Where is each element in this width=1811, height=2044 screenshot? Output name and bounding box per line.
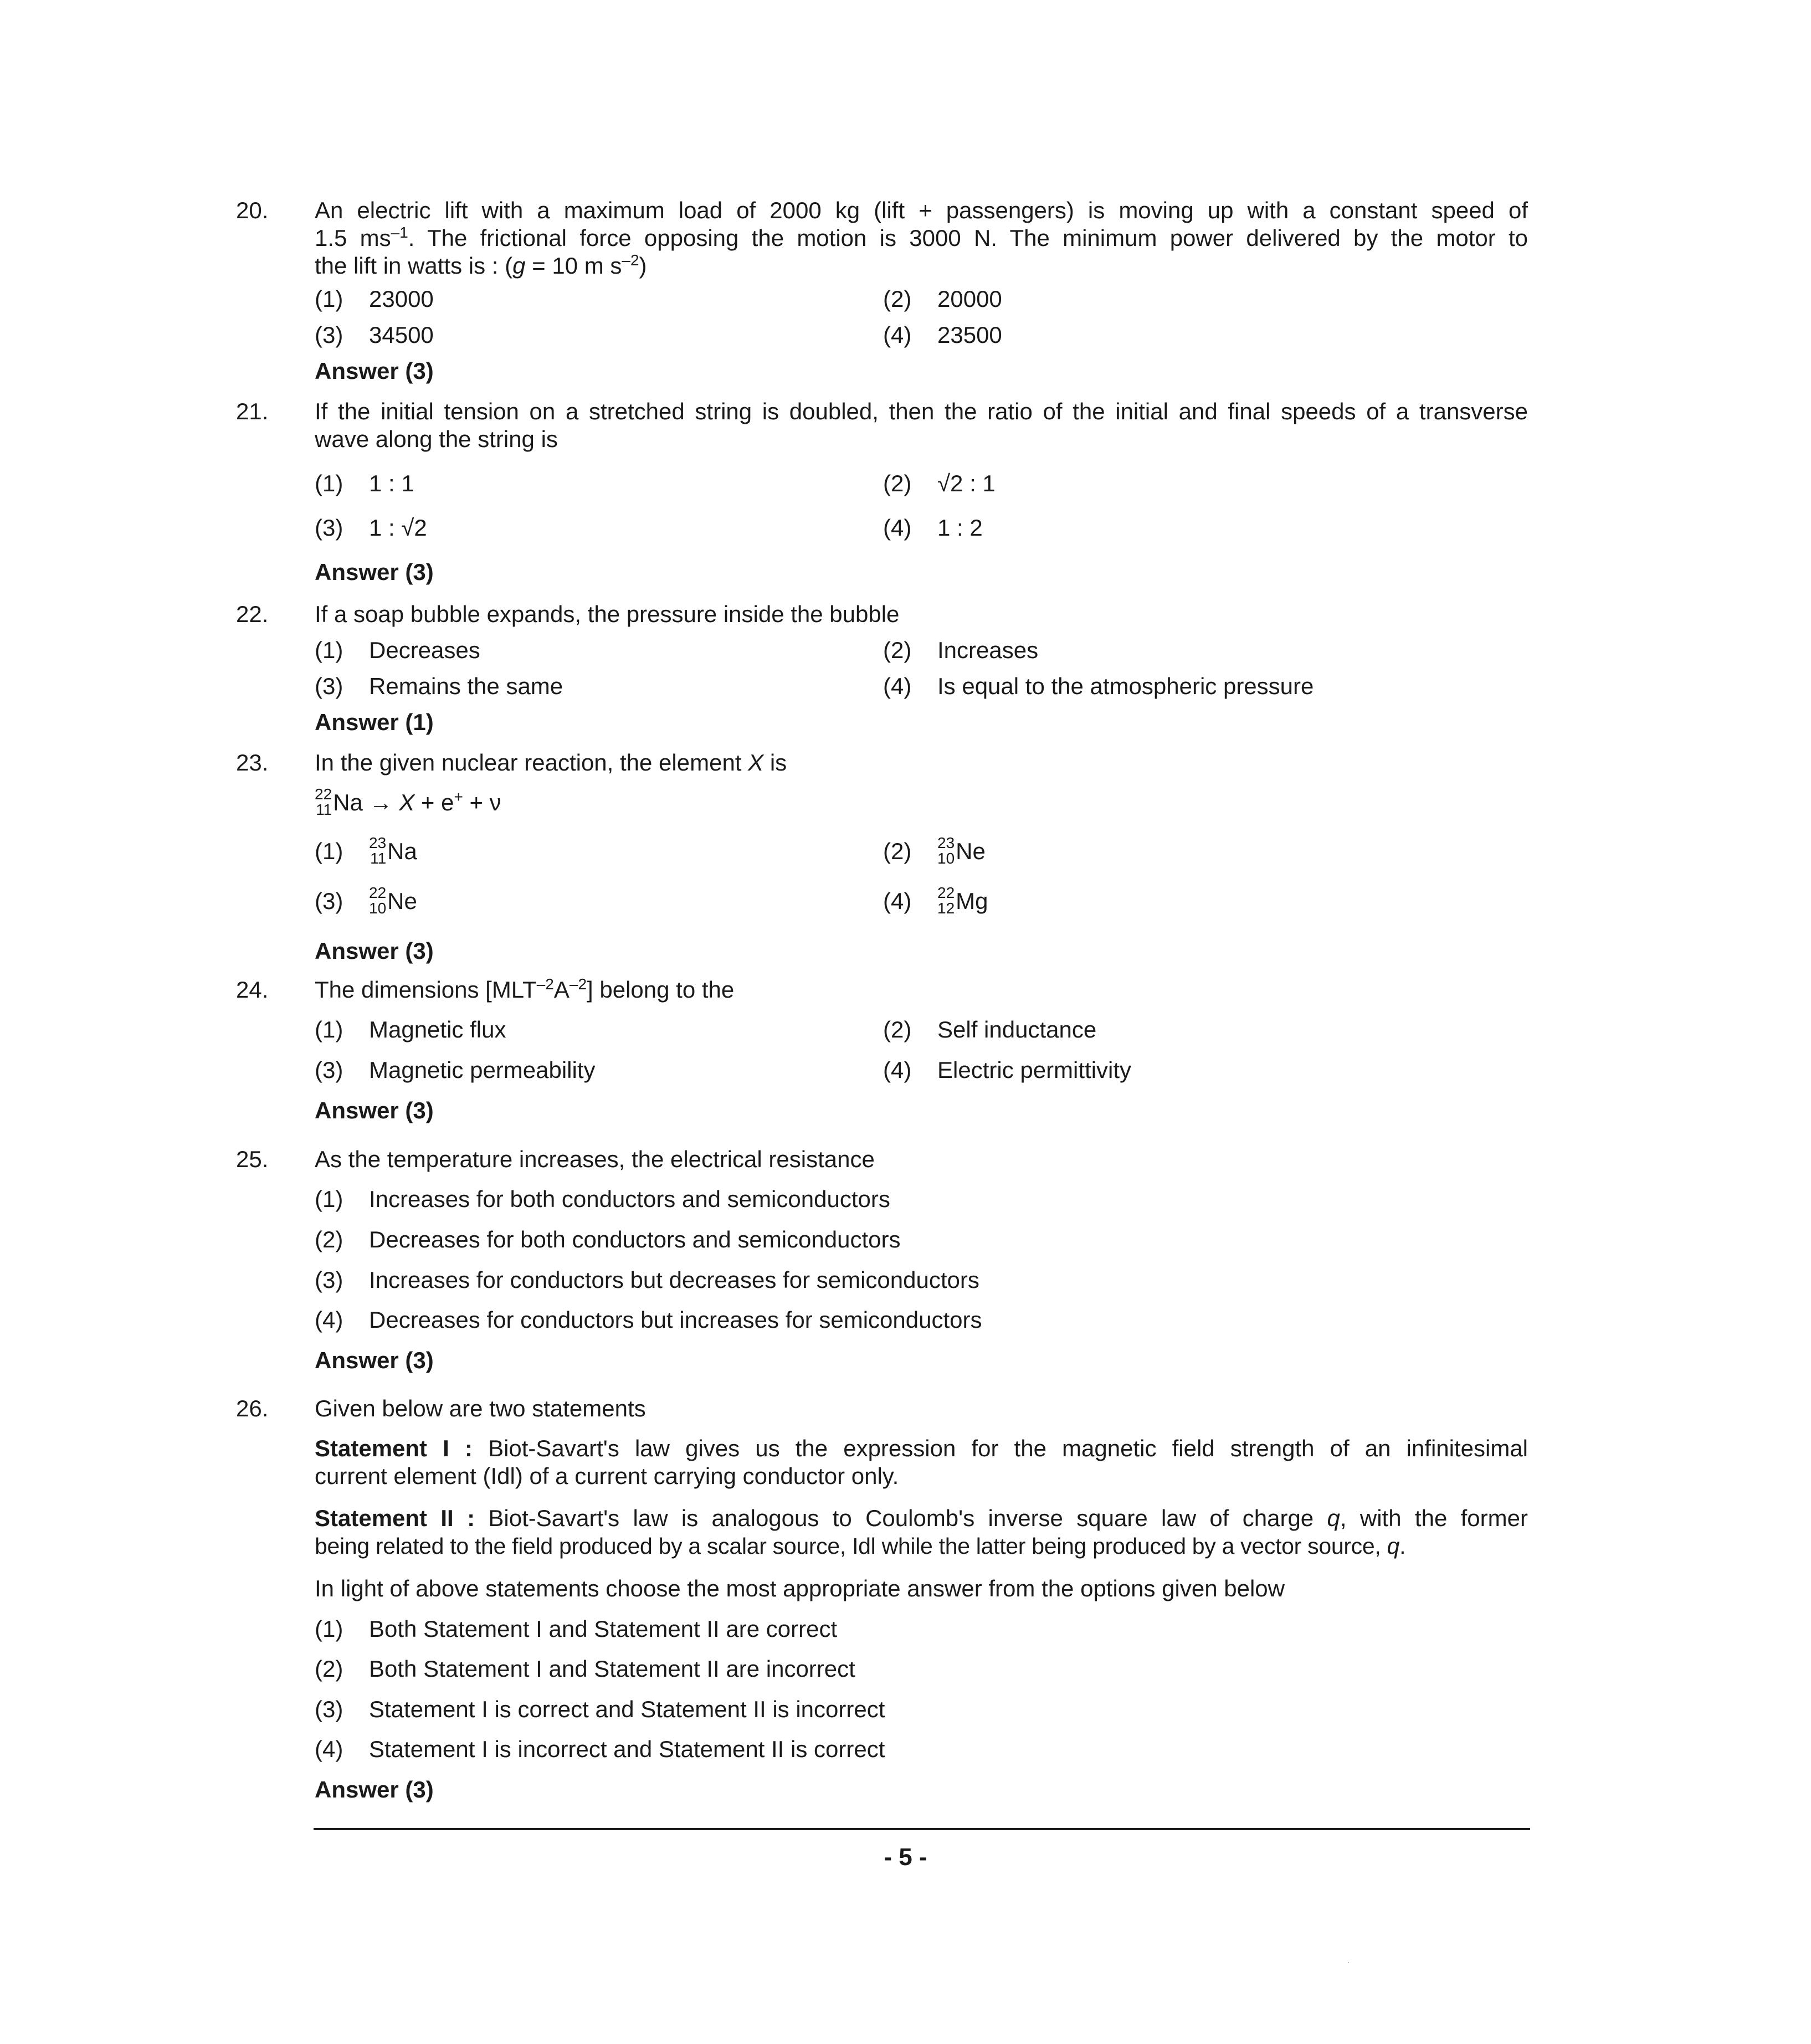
statement-1 — [315, 1435, 1528, 1490]
scan-speck — [1348, 1962, 1349, 1963]
option-3[interactable]: (3) 22 10 Ne — [315, 884, 417, 917]
option-4[interactable]: (4) Statement I is incorrect and Statement II is correct — [315, 1736, 885, 1762]
option-2[interactable]: (2) 23 10 Ne — [883, 834, 986, 867]
question-number: 25. — [236, 1146, 269, 1172]
option-3[interactable]: (3) 34500 — [315, 322, 434, 348]
footer-divider — [314, 1828, 1530, 1830]
question-text-line: 1.5 $ms^{-1}$. The frictional force opposing the motion is 3000 N. The minimum power delivered by the motor to — [315, 224, 1528, 251]
answer: Answer (3) — [315, 938, 434, 964]
question-20 — [236, 197, 1528, 384]
option-1[interactable]: (1) Increases for both conductors and semiconductors — [315, 1186, 890, 1212]
answer: Answer (3) — [315, 559, 434, 585]
option-3[interactable]: (3) Remains the same — [315, 673, 563, 699]
instruction: In light of above statements choose the most appropriate answer from the options given below — [315, 1575, 1285, 1601]
question-text-line: wave along the string is — [315, 426, 558, 452]
question-text: If a soap bubble expands, the pressure inside the bubble — [315, 601, 900, 627]
question-text: In the given nuclear reaction, the element X is — [315, 749, 787, 776]
option-1[interactable]: (1) Both Statement I and Statement II are correct — [315, 1616, 838, 1642]
question-text — [315, 398, 1528, 453]
nuclide-notation: 22 12 — [937, 884, 955, 917]
option-4[interactable]: (4) Is equal to the atmospheric pressure — [883, 673, 1314, 699]
answer: Answer (3) — [315, 1097, 434, 1123]
option-1[interactable]: (1) Magnetic flux — [315, 1016, 506, 1042]
option-2[interactable]: (2) Decreases for both conductors and semiconductors — [315, 1226, 901, 1252]
nuclide-notation: 23 10 — [937, 834, 955, 867]
statement-line: current element (Idl) of a current carrying conductor only. — [315, 1463, 899, 1489]
answer: Answer (3) — [315, 1776, 434, 1802]
option-3[interactable]: (3) 1 : √2 — [315, 515, 427, 541]
statement-line: Statement II : Biot-Savart's law is analogous to Coulomb's inverse square law of charge q, with the former — [315, 1505, 1528, 1531]
option-2[interactable]: (2) 20000 — [883, 286, 1002, 312]
option-2[interactable]: (2) √2 : 1 — [883, 470, 996, 496]
question-text-line: the lift in watts is : (g = 10 m $s^{-2}$) — [315, 251, 647, 279]
nuclear-reaction: 22 11 Na → X + e+ + ν — [315, 785, 501, 818]
option-4[interactable]: (4) Electric permittivity — [883, 1057, 1132, 1083]
question-number: 24. — [236, 977, 269, 1003]
statement-line: being related to the field produced by a scalar source, Idl while the latter being produced by a vector source, q. — [315, 1533, 1406, 1559]
question-number: 26. — [236, 1395, 269, 1421]
option-2[interactable]: (2) Increases — [883, 637, 1039, 663]
question-text-line: If the initial tension on a stretched string is doubled, then the ratio of the initial and final speeds of a transverse — [315, 398, 1528, 424]
answer: Answer (3) — [315, 1347, 434, 1373]
question-24 — [236, 975, 1528, 1123]
question-number: 20. — [236, 197, 269, 223]
question-text: As the temperature increases, the electrical resistance — [315, 1146, 875, 1172]
option-4[interactable]: (4) 22 12 Mg — [883, 884, 988, 917]
question-23 — [236, 749, 1528, 964]
option-1[interactable]: (1) Decreases — [315, 637, 480, 663]
option-3[interactable]: (3) Statement I is correct and Statement II is incorrect — [315, 1696, 885, 1722]
question-number: 22. — [236, 601, 269, 627]
option-4[interactable]: (4) 1 : 2 — [883, 515, 983, 541]
nuclide-notation: 23 11 — [369, 834, 387, 867]
question-number: 23. — [236, 749, 269, 776]
option-1[interactable]: (1) 23000 — [315, 286, 434, 312]
question-26 — [236, 1395, 1528, 1802]
option-3[interactable]: (3) Increases for conductors but decreases for semiconductors — [315, 1267, 979, 1293]
option-4[interactable]: (4) Decreases for conductors but increases for semiconductors — [315, 1307, 982, 1333]
question-22 — [236, 600, 1528, 735]
answer: Answer (1) — [315, 709, 434, 735]
option-2[interactable]: (2) Self inductance — [883, 1016, 1097, 1042]
question-text: The dimensions $[MLT^{-2}A^{-2}]$ belong to the — [315, 975, 735, 1003]
statement-2 — [315, 1504, 1528, 1560]
question-text — [315, 197, 1528, 280]
option-2[interactable]: (2) Both Statement I and Statement II are incorrect — [315, 1656, 855, 1682]
question-number: 21. — [236, 398, 269, 424]
page-number: - 5 - — [884, 1843, 927, 1871]
answer: Answer (3) — [315, 358, 434, 384]
nuclide-notation: 22 11 — [315, 785, 332, 818]
option-1[interactable]: (1) 1 : 1 — [315, 470, 414, 496]
question-25 — [236, 1146, 1528, 1373]
statement-line: Statement I : Biot-Savart's law gives us the expression for the magnetic field strength of an infinitesimal — [315, 1435, 1528, 1461]
option-3[interactable]: (3) Magnetic permeability — [315, 1057, 596, 1083]
nuclide-notation: 22 10 — [369, 884, 387, 917]
option-1[interactable]: (1) 23 11 Na — [315, 834, 417, 867]
option-4[interactable]: (4) 23500 — [883, 322, 1002, 348]
question-text-line: An electric lift with a maximum load of 2000 kg (lift + passengers) is moving up with a constant speed of — [315, 197, 1528, 223]
question-21 — [236, 398, 1528, 585]
question-text: Given below are two statements — [315, 1395, 646, 1421]
